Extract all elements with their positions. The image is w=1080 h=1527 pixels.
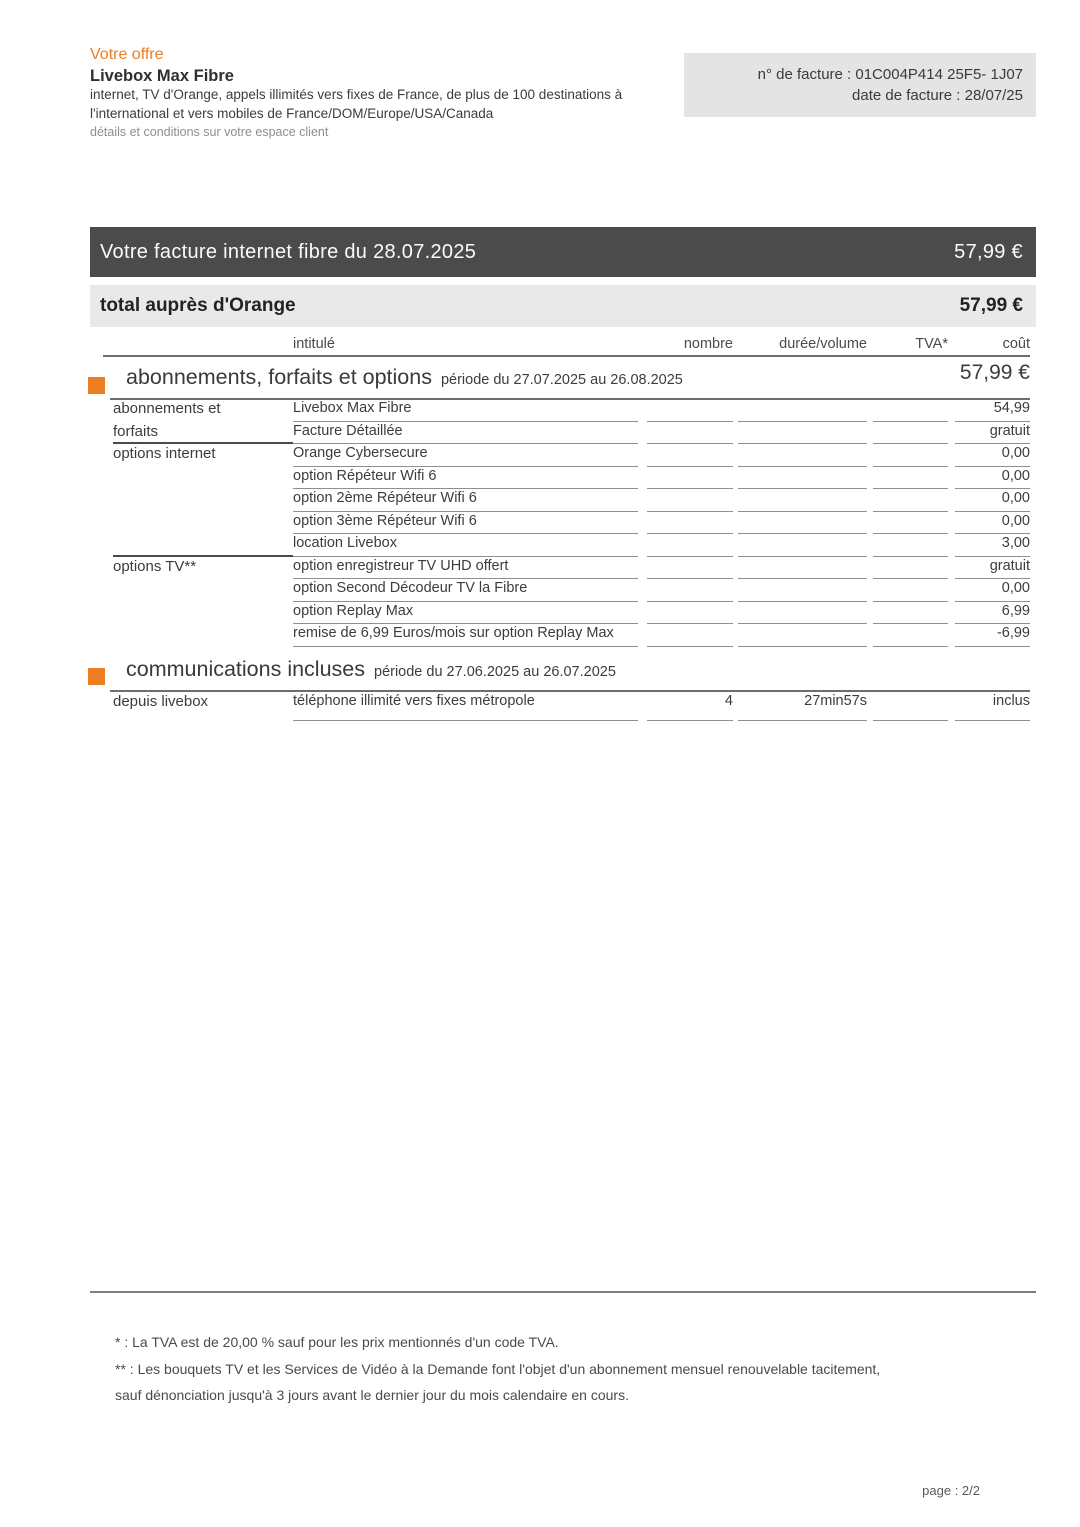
row-nombre	[647, 602, 733, 625]
section-2-title: communications incluses	[126, 657, 365, 681]
row-tva	[873, 557, 948, 580]
row-tva	[873, 624, 948, 647]
invoice-meta-box	[684, 53, 1036, 117]
table-header-divider	[103, 355, 1030, 357]
row-category	[113, 489, 293, 512]
section-bullet-square	[88, 377, 105, 394]
row-tva	[873, 444, 948, 467]
row-duree	[738, 624, 867, 647]
section-1-table	[113, 399, 1030, 647]
row-tva	[873, 422, 948, 445]
row-tva	[873, 602, 948, 625]
row-duree	[738, 467, 867, 490]
row-duree	[738, 602, 867, 625]
row-cout: 3,00	[955, 534, 1030, 557]
row-category	[113, 602, 293, 625]
row-label: remise de 6,99 Euros/mois sur option Replay Max	[293, 624, 638, 647]
row-category: options TV**	[113, 557, 197, 575]
row-category: forfaits	[113, 422, 293, 445]
section-2-period: période du 27.06.2025 au 26.07.2025	[374, 664, 616, 680]
table-row	[113, 489, 1030, 512]
table-row	[113, 467, 1030, 490]
row-nombre	[647, 557, 733, 580]
col-header-tva: TVA*	[915, 336, 948, 352]
table-row	[113, 579, 1030, 602]
row-category	[113, 534, 293, 557]
total-label: total auprès d'Orange	[100, 295, 296, 316]
row-label: option Replay Max	[293, 602, 638, 625]
section-2-header	[126, 657, 616, 682]
page-indicator: page : 2/2	[922, 1483, 980, 1498]
row-label: Orange Cybersecure	[293, 444, 638, 467]
banner-amount: 57,99 €	[954, 240, 1023, 263]
row-nombre	[647, 399, 733, 422]
section-bullet-square	[88, 668, 105, 685]
col-header-cout: coût	[1002, 336, 1030, 352]
row-nombre	[647, 489, 733, 512]
row-nombre	[647, 534, 733, 557]
row-tva	[873, 467, 948, 490]
row-duree: 27min57s	[738, 691, 867, 721]
row-duree	[738, 444, 867, 467]
row-label: option 2ème Répéteur Wifi 6	[293, 489, 638, 512]
footer-divider	[90, 1291, 1036, 1293]
row-category	[113, 579, 293, 602]
offer-name: Livebox Max Fibre	[90, 67, 234, 85]
section-1-amount: 57,99 €	[959, 361, 1030, 384]
row-cout: -6,99	[955, 624, 1030, 647]
row-category	[113, 512, 293, 535]
row-duree	[738, 534, 867, 557]
row-nombre	[647, 579, 733, 602]
table-row	[113, 399, 1030, 422]
table-row	[113, 624, 1030, 647]
offer-description: internet, TV d'Orange, appels illimités vers fixes de France, de plus de 100 destinations à l'international et vers mobiles de France/DOM/Europe/USA/Canada	[90, 87, 623, 121]
row-duree	[738, 579, 867, 602]
row-category	[113, 624, 293, 647]
row-label: option Second Décodeur TV la Fibre	[293, 579, 638, 602]
row-cout: 0,00	[955, 579, 1030, 602]
row-duree	[738, 489, 867, 512]
row-tva	[873, 512, 948, 535]
row-category: options internet	[113, 445, 216, 462]
row-tva	[873, 489, 948, 512]
table-header-row	[113, 333, 1030, 355]
section-1-header	[126, 365, 683, 390]
row-cout: 0,00	[955, 467, 1030, 490]
section-1-title: abonnements, forfaits et options	[126, 365, 432, 389]
col-header-nombre: nombre	[683, 336, 733, 352]
row-nombre	[647, 624, 733, 647]
row-tva	[873, 534, 948, 557]
row-cout: inclus	[955, 691, 1030, 721]
row-tva	[873, 691, 948, 721]
row-duree	[738, 512, 867, 535]
row-label: téléphone illimité vers fixes métropole	[293, 691, 638, 721]
section-2-table	[113, 691, 1030, 721]
banner-title: Votre facture internet fibre du 28.07.2025	[100, 240, 477, 263]
footnote-tv-line-2: sauf dénonciation jusqu'à 3 jours avant le dernier jour du mois calendaire en cours.	[115, 1387, 629, 1403]
row-cout: gratuit	[955, 557, 1030, 580]
section-1-period: période du 27.07.2025 au 26.08.2025	[440, 372, 683, 388]
row-nombre	[647, 422, 733, 445]
table-row	[113, 422, 1030, 445]
row-label: option Répéteur Wifi 6	[293, 467, 638, 490]
row-tva	[873, 399, 948, 422]
total-bar	[90, 285, 1036, 327]
row-label: option 3ème Répéteur Wifi 6	[293, 512, 638, 535]
row-cout: 0,00	[955, 444, 1030, 467]
row-cout: gratuit	[955, 422, 1030, 445]
col-header-spacer	[113, 333, 293, 355]
row-label: option enregistreur TV UHD offert	[293, 557, 638, 580]
row-cout: 0,00	[955, 512, 1030, 535]
row-cout: 6,99	[955, 602, 1030, 625]
row-tva	[873, 579, 948, 602]
footnote-tva: * : La TVA est de 20,00 % sauf pour les prix mentionnés d'un code TVA.	[115, 1334, 559, 1350]
table-row	[113, 691, 1030, 721]
col-header-duree-volume: durée/volume	[779, 336, 867, 352]
offer-details-note: détails et conditions sur votre espace client	[90, 125, 329, 139]
invoice-date: date de facture : 28/07/25	[852, 87, 1023, 104]
row-category	[113, 467, 293, 490]
table-row	[113, 602, 1030, 625]
row-category: abonnements et	[113, 400, 221, 417]
row-nombre	[647, 512, 733, 535]
row-cout: 0,00	[955, 489, 1030, 512]
footnote-tv-line-1: ** : Les bouquets TV et les Services de Vidéo à la Demande font l'objet d'un abonnement mensuel renouvelable tacitement,	[115, 1360, 881, 1377]
row-label: location Livebox	[293, 534, 638, 557]
row-cout: 54,99	[955, 399, 1030, 422]
row-duree	[738, 422, 867, 445]
row-label: Facture Détaillée	[293, 422, 638, 445]
invoice-number: n° de facture : 01C004P414 25F5- 1J07	[757, 66, 1023, 83]
row-nombre	[647, 467, 733, 490]
table-row	[113, 534, 1030, 557]
row-duree	[738, 557, 867, 580]
row-nombre	[647, 444, 733, 467]
row-category: depuis livebox	[113, 693, 209, 710]
footnotes	[115, 1329, 880, 1409]
table-row	[113, 444, 1030, 467]
table-row	[113, 512, 1030, 535]
invoice-banner	[90, 227, 1036, 277]
row-duree	[738, 399, 867, 422]
row-label: Livebox Max Fibre	[293, 399, 638, 422]
total-amount: 57,99 €	[959, 295, 1023, 316]
row-nombre: 4	[647, 691, 733, 721]
table-row	[113, 557, 1030, 580]
col-header-intitule: intitulé	[293, 336, 335, 352]
offer-eyebrow: Votre offre	[90, 46, 164, 63]
